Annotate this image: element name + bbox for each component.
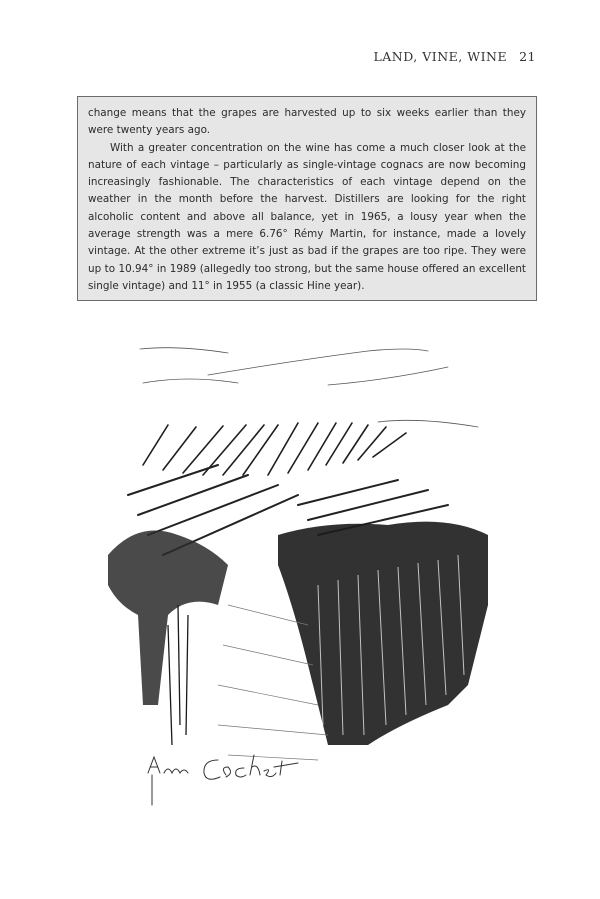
sidebar-paragraph-2: With a greater concentration on the wine has come a much closer look at the nature of each vintage – particularly as single-vintage cognacs are now becoming increasingly fashionable. The characteristics of each vintage depend on the weather in the month before the harvest. Distillers are looking for the right alcoholic content and above all balance, yet in 1965, a lousy year when the average strength was a mere 6.76° Rémy Martin, for instance, made a lovely vintage. At the other extreme it’s just as bad if the grapes are too ripe. They were up to 10.94° in 1989 (allegedly too strong, but the same house offered an excellent single vintage) and 11° in 1955 (a classic Hine year).: [88, 141, 526, 292]
running-head: [373, 49, 536, 64]
page-number: 21: [519, 49, 536, 64]
vineyard-sketch-icon: [68, 305, 546, 835]
sidebar-paragraph-1: change means that the grapes are harvested up to six weeks earlier than they were twenty years ago.: [88, 107, 526, 137]
sidebar-box: [77, 96, 537, 301]
vineyard-sketch: [68, 305, 546, 835]
running-head-title: LAND, VINE, WINE: [373, 49, 508, 64]
